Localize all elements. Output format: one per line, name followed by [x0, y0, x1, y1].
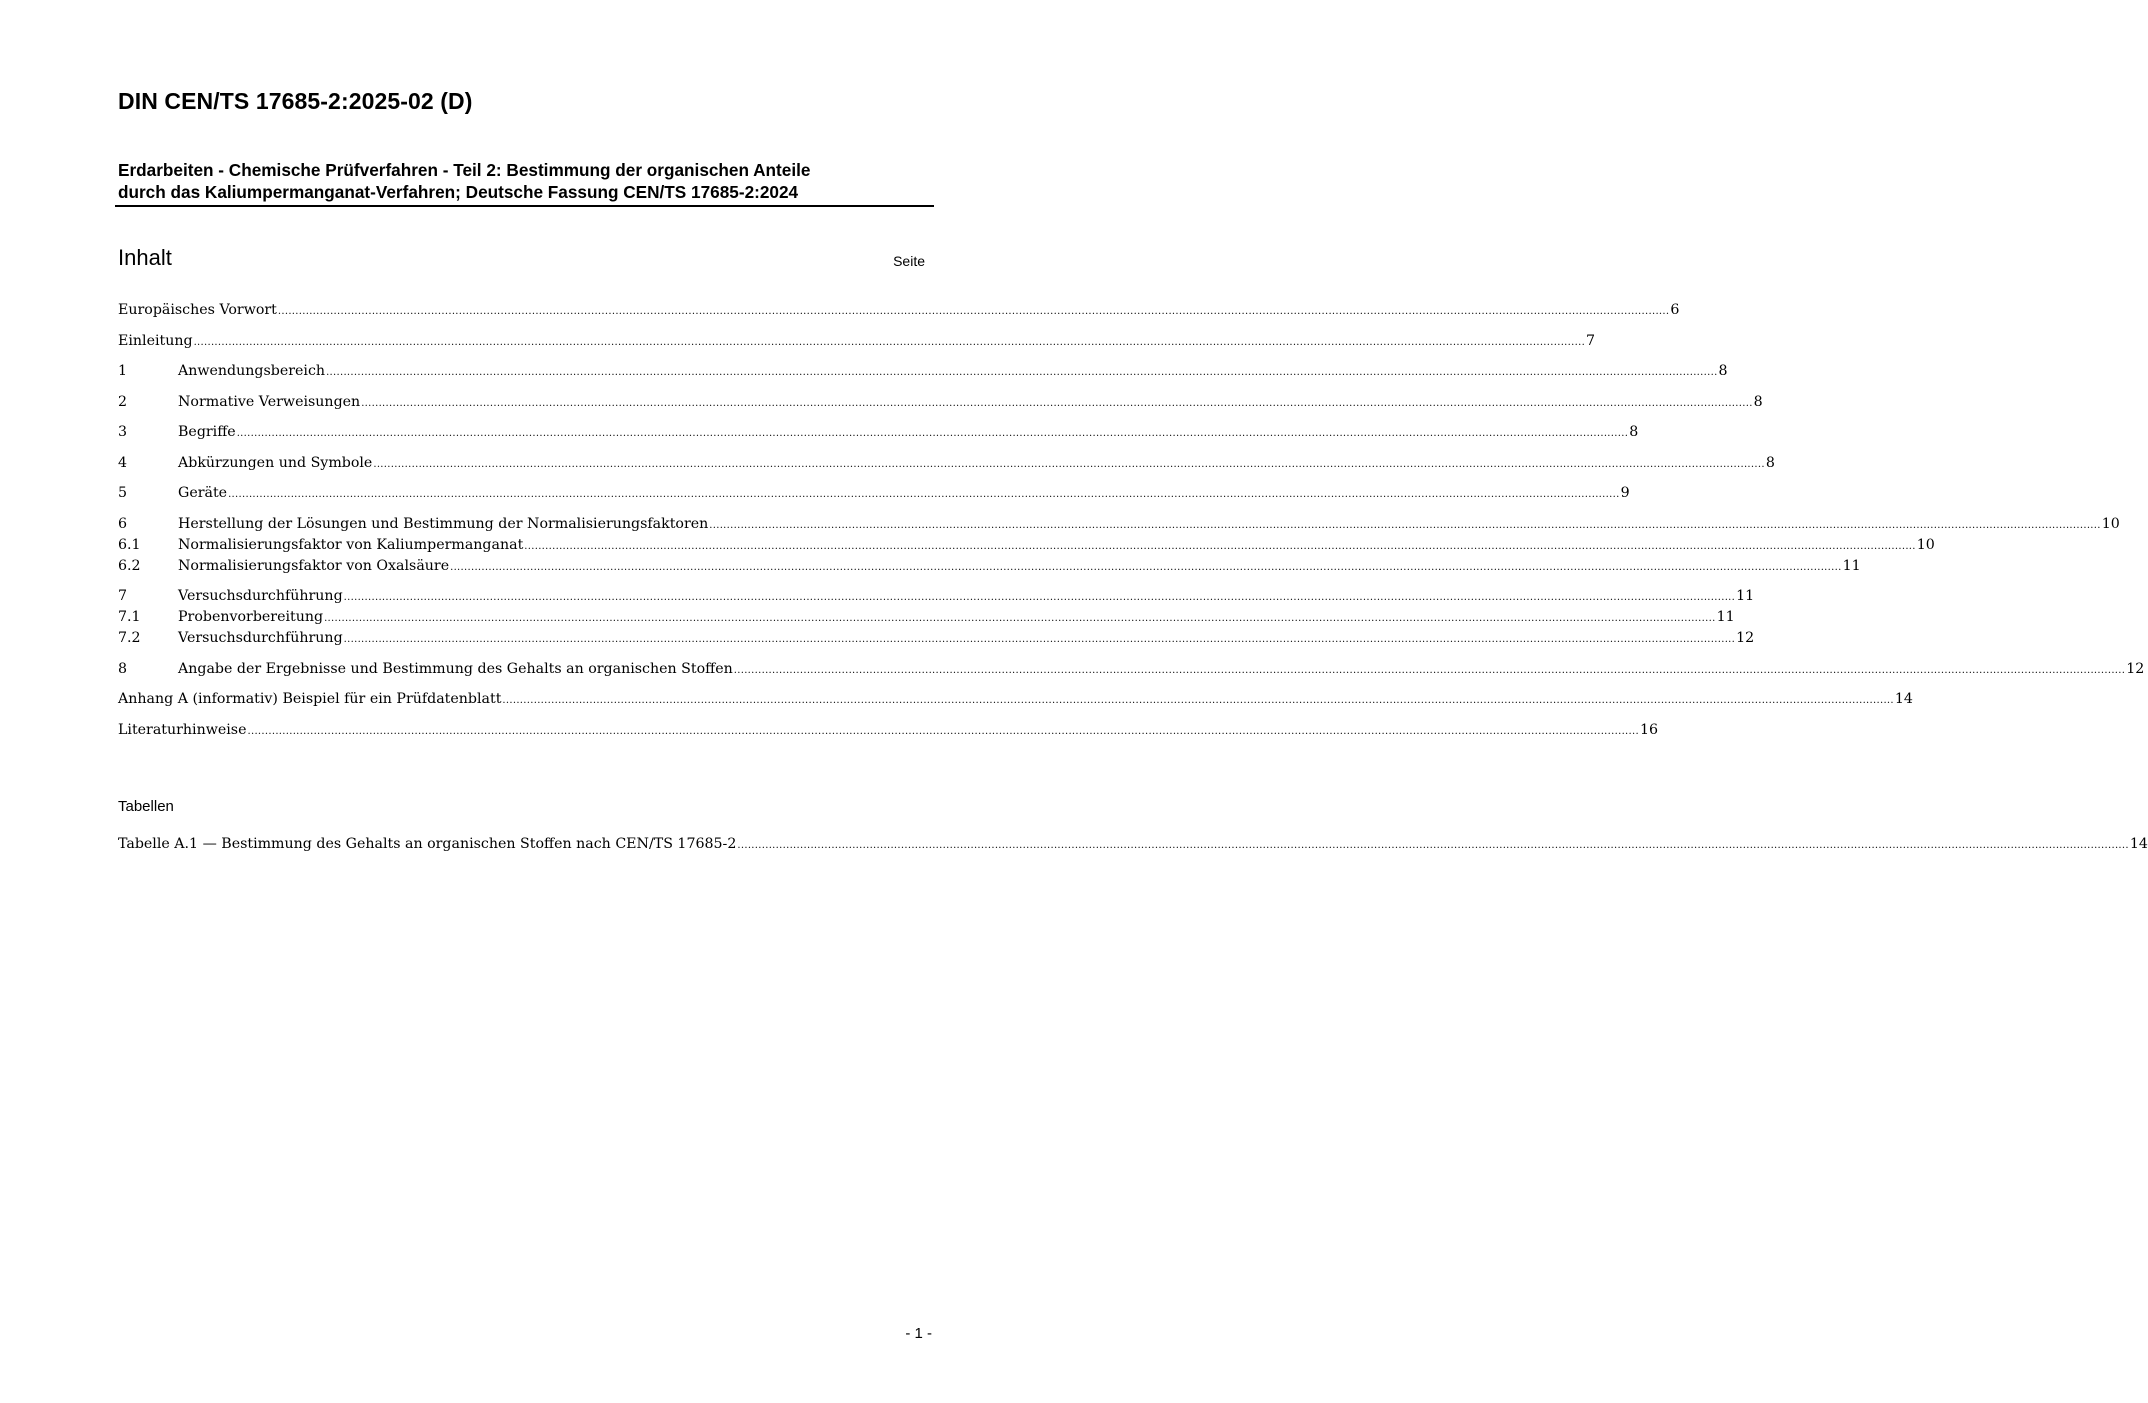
toc-entry-page: 8	[1765, 454, 1775, 471]
document-id: DIN CEN/TS 17685-2:2025-02 (D)	[118, 88, 473, 114]
toc-entry-number: 6	[118, 515, 128, 532]
toc-leader-dots: ................................................................................................................................................................................................................................................................................................................................................................................................................	[326, 367, 1718, 378]
toc-entry[interactable]	[118, 361, 1728, 382]
table-entry-page: 14	[2129, 836, 2148, 852]
toc-entry-number: 7	[118, 588, 128, 604]
toc-leader-dots: ................................................................................................................................................................................................................................................................................................................................................................................................................	[373, 458, 1765, 470]
toc-entry-number: 5	[118, 485, 128, 501]
toc-entry-label: Normative Verweisungen	[178, 393, 361, 410]
toc-entry-page: 8	[1718, 363, 1728, 379]
toc-entry-label: Anwendungsbereich	[178, 363, 326, 379]
toc-entry-page: 12	[1736, 630, 1755, 646]
footer-page-number: - 1 -	[905, 1325, 932, 1342]
toc-entry-page: 11	[1716, 609, 1735, 625]
toc-entry-label: Literaturhinweise	[118, 721, 247, 738]
toc-entry-number: 8	[118, 660, 128, 677]
toc-leader-dots: ................................................................................................................................................................................................................................................................................................................................................................................................................	[228, 489, 1620, 500]
toc-leader-dots: ................................................................................................................................................................................................................................................................................................................................................................................................................	[737, 840, 2129, 851]
toc-entry-page: 6	[1670, 302, 1680, 318]
toc-entry[interactable]	[118, 331, 1596, 352]
toc-entry-label: Anhang A (informativ) Beispiel für ein Prüfdatenblatt	[118, 691, 502, 707]
toc-entry-number: 4	[118, 454, 128, 471]
toc-entry[interactable]	[118, 422, 1639, 443]
toc-leader-dots: ................................................................................................................................................................................................................................................................................................................................................................................................................	[733, 664, 2126, 676]
toc-entry[interactable]	[118, 628, 1755, 649]
toc-leader-dots: ................................................................................................................................................................................................................................................................................................................................................................................................................	[361, 397, 1753, 409]
toc-leader-dots: ................................................................................................................................................................................................................................................................................................................................................................................................................	[524, 540, 1916, 552]
toc-entry-page: 10	[1916, 536, 1935, 553]
list-of-tables	[118, 834, 2148, 855]
toc-page-column-label: Seite	[893, 253, 925, 269]
toc-leader-dots: ................................................................................................................................................................................................................................................................................................................................................................................................................	[247, 725, 1639, 737]
toc-entry[interactable]	[118, 483, 1630, 504]
toc-leader-dots: ................................................................................................................................................................................................................................................................................................................................................................................................................	[502, 695, 1894, 706]
toc-entry-label: Versuchsdurchführung	[178, 630, 343, 646]
toc-heading: Inhalt	[118, 245, 172, 270]
toc-entry-label: Herstellung der Lösungen und Bestimmung der Normalisierungsfaktoren	[178, 515, 709, 532]
toc-entry-page: 9	[1620, 485, 1630, 501]
toc-entry[interactable]	[118, 453, 1775, 474]
toc-entry[interactable]	[118, 556, 1861, 577]
toc-entry-page: 12	[2126, 660, 2145, 677]
title-underline	[115, 205, 934, 207]
toc-entry-number: 3	[118, 424, 128, 440]
toc-entry-label: Europäisches Vorwort	[118, 302, 277, 318]
toc-entry-number: 6.2	[118, 557, 141, 574]
table-entry-label: Tabelle A.1 — Bestimmung des Gehalts an organischen Stoffen nach CEN/TS 17685-2	[118, 836, 737, 852]
tables-heading: Tabellen	[118, 798, 174, 815]
document-title	[118, 159, 930, 203]
toc-entry[interactable]	[118, 514, 2120, 535]
toc-leader-dots: ................................................................................................................................................................................................................................................................................................................................................................................................................	[324, 613, 1716, 624]
document-title-line-1: Erdarbeiten - Chemische Prüfverfahren - Teil 2: Bestimmung der organischen Anteile	[118, 160, 811, 180]
toc-entry-label: Normalisierungsfaktor von Oxalsäure	[178, 557, 450, 574]
toc-entry-page: 7	[1586, 332, 1596, 349]
toc-leader-dots: ................................................................................................................................................................................................................................................................................................................................................................................................................	[236, 428, 1629, 439]
toc-entry[interactable]	[118, 689, 1913, 710]
table-of-contents	[118, 300, 2145, 741]
toc-entry-number: 7.2	[118, 630, 141, 646]
toc-entry-number: 2	[118, 393, 128, 410]
toc-entry-label: Versuchsdurchführung	[178, 588, 343, 604]
toc-entry[interactable]	[118, 607, 1735, 628]
toc-leader-dots: ................................................................................................................................................................................................................................................................................................................................................................................................................	[343, 634, 1736, 645]
toc-entry-label: Normalisierungsfaktor von Kaliumpermanganat	[178, 536, 524, 553]
toc-entry-page: 10	[2101, 515, 2120, 532]
toc-entry-label: Probenvorbereitung	[178, 609, 324, 625]
toc-entry[interactable]	[118, 300, 1680, 321]
toc-entry-number: 7.1	[118, 609, 141, 625]
document-title-line-2: durch das Kaliumpermanganat-Verfahren; Deutsche Fassung CEN/TS 17685-2:2024	[118, 182, 799, 202]
toc-entry[interactable]	[118, 535, 1935, 556]
toc-entry-label: Begriffe	[178, 424, 236, 440]
toc-entry[interactable]	[118, 392, 1763, 413]
toc-entry[interactable]	[118, 720, 1659, 741]
toc-entry-page: 8	[1753, 393, 1763, 410]
toc-entry-page: 8	[1629, 424, 1639, 440]
table-list-entry[interactable]	[118, 834, 2148, 855]
toc-entry-page: 11	[1842, 557, 1861, 574]
toc-entry-page: 16	[1639, 721, 1659, 738]
toc-entry-label: Einleitung	[118, 332, 193, 349]
toc-entry-number: 6.1	[118, 536, 141, 553]
toc-entry-number: 1	[118, 363, 128, 379]
toc-leader-dots: ................................................................................................................................................................................................................................................................................................................................................................................................................	[193, 336, 1586, 348]
toc-leader-dots: ................................................................................................................................................................................................................................................................................................................................................................................................................	[450, 561, 1842, 573]
toc-entry-page: 14	[1894, 691, 1913, 707]
toc-leader-dots: ................................................................................................................................................................................................................................................................................................................................................................................................................	[277, 306, 1670, 317]
toc-leader-dots: ................................................................................................................................................................................................................................................................................................................................................................................................................	[709, 519, 2101, 531]
toc-entry-label: Geräte	[178, 485, 228, 501]
toc-leader-dots: ................................................................................................................................................................................................................................................................................................................................................................................................................	[343, 592, 1736, 603]
toc-entry[interactable]	[118, 659, 2145, 680]
toc-entry-page: 11	[1736, 588, 1755, 604]
toc-entry[interactable]	[118, 586, 1755, 607]
toc-entry-label: Angabe der Ergebnisse und Bestimmung des Gehalts an organischen Stoffen	[178, 660, 733, 677]
toc-entry-label: Abkürzungen und Symbole	[178, 454, 373, 471]
